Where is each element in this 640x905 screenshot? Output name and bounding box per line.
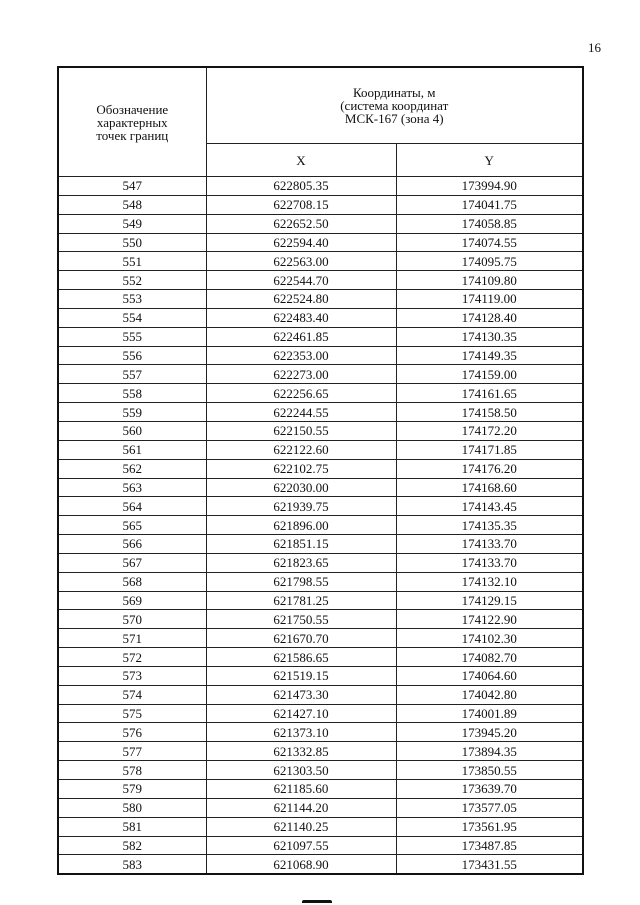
point-number-cell: 566 xyxy=(58,535,206,554)
x-coordinate-cell: 621473.30 xyxy=(206,685,396,704)
point-number-cell: 549 xyxy=(58,214,206,233)
y-coordinate-cell: 174158.50 xyxy=(396,403,583,422)
x-coordinate-cell: 621896.00 xyxy=(206,516,396,535)
point-number-cell: 565 xyxy=(58,516,206,535)
table-row xyxy=(58,459,583,478)
x-coordinate-cell: 622244.55 xyxy=(206,403,396,422)
x-coordinate-cell: 621144.20 xyxy=(206,798,396,817)
y-coordinate-cell: 174064.60 xyxy=(396,666,583,685)
y-coordinate-cell: 174041.75 xyxy=(396,195,583,214)
coordinates-header-line-1: Координаты, м xyxy=(353,85,436,101)
table-row xyxy=(58,553,583,572)
x-coordinate-cell: 621586.65 xyxy=(206,648,396,667)
point-number-cell: 579 xyxy=(58,780,206,799)
y-coordinate-cell: 174133.70 xyxy=(396,553,583,572)
point-number-cell: 567 xyxy=(58,553,206,572)
table-row xyxy=(58,798,583,817)
x-coordinate-cell: 622122.60 xyxy=(206,440,396,459)
x-coordinate-cell: 621781.25 xyxy=(206,591,396,610)
table-row xyxy=(58,591,583,610)
table-row xyxy=(58,610,583,629)
point-number-cell: 556 xyxy=(58,346,206,365)
x-coordinate-cell: 621373.10 xyxy=(206,723,396,742)
table-row xyxy=(58,629,583,648)
table-row xyxy=(58,666,583,685)
y-coordinate-cell: 174135.35 xyxy=(396,516,583,535)
point-number-cell: 568 xyxy=(58,572,206,591)
point-number-cell: 576 xyxy=(58,723,206,742)
table-body xyxy=(58,177,583,875)
point-number-cell: 572 xyxy=(58,648,206,667)
y-coordinate-cell: 174143.45 xyxy=(396,497,583,516)
y-coordinate-cell: 174149.35 xyxy=(396,346,583,365)
y-coordinate-cell: 174130.35 xyxy=(396,327,583,346)
y-coordinate-cell: 174109.80 xyxy=(396,271,583,290)
x-coordinate-cell: 621823.65 xyxy=(206,553,396,572)
y-coordinate-cell: 174159.00 xyxy=(396,365,583,384)
table-row xyxy=(58,478,583,497)
table-row xyxy=(58,421,583,440)
point-number-cell: 552 xyxy=(58,271,206,290)
table-row xyxy=(58,271,583,290)
table-row xyxy=(58,346,583,365)
x-coordinate-cell: 622461.85 xyxy=(206,327,396,346)
table-row xyxy=(58,780,583,799)
y-coordinate-cell: 173577.05 xyxy=(396,798,583,817)
y-coordinate-cell: 173894.35 xyxy=(396,742,583,761)
x-coordinate-cell: 621798.55 xyxy=(206,572,396,591)
point-number-cell: 551 xyxy=(58,252,206,271)
table-row xyxy=(58,704,583,723)
bottom-mark xyxy=(302,900,332,903)
table-row xyxy=(58,648,583,667)
table-row xyxy=(58,742,583,761)
table-row xyxy=(58,723,583,742)
point-number-cell: 580 xyxy=(58,798,206,817)
x-coordinate-cell: 622030.00 xyxy=(206,478,396,497)
x-coordinate-cell: 621332.85 xyxy=(206,742,396,761)
x-coordinate-cell: 621068.90 xyxy=(206,855,396,874)
x-coordinate-cell: 621427.10 xyxy=(206,704,396,723)
point-number-cell: 563 xyxy=(58,478,206,497)
y-coordinate-cell: 174176.20 xyxy=(396,459,583,478)
x-coordinate-cell: 621303.50 xyxy=(206,761,396,780)
table-row xyxy=(58,535,583,554)
y-coordinate-cell: 174042.80 xyxy=(396,685,583,704)
point-number-cell: 555 xyxy=(58,327,206,346)
y-coordinate-cell: 173850.55 xyxy=(396,761,583,780)
table-row xyxy=(58,308,583,327)
point-number-cell: 562 xyxy=(58,459,206,478)
y-coordinate-cell: 173431.55 xyxy=(396,855,583,874)
table-row xyxy=(58,403,583,422)
point-designation-header xyxy=(58,67,206,177)
point-number-cell: 564 xyxy=(58,497,206,516)
point-number-cell: 557 xyxy=(58,365,206,384)
y-coordinate-cell: 173639.70 xyxy=(396,780,583,799)
y-coordinate-cell: 173945.20 xyxy=(396,723,583,742)
y-coordinate-cell: 173994.90 xyxy=(396,177,583,196)
x-coordinate-cell: 622544.70 xyxy=(206,271,396,290)
page-number: 16 xyxy=(588,40,601,55)
table-row xyxy=(58,214,583,233)
x-coordinate-cell: 622353.00 xyxy=(206,346,396,365)
table-row xyxy=(58,252,583,271)
y-coordinate-cell: 174001.89 xyxy=(396,704,583,723)
point-number-cell: 548 xyxy=(58,195,206,214)
point-designation-label: Обозначение характерных точек границ xyxy=(96,101,169,143)
x-coordinate-cell: 621939.75 xyxy=(206,497,396,516)
x-coordinate-cell: 621097.55 xyxy=(206,836,396,855)
x-coordinate-cell: 622708.15 xyxy=(206,195,396,214)
x-coordinate-cell: 622594.40 xyxy=(206,233,396,252)
x-coordinate-cell: 622102.75 xyxy=(206,459,396,478)
x-coordinate-cell: 621519.15 xyxy=(206,666,396,685)
point-number-cell: 582 xyxy=(58,836,206,855)
point-number-cell: 550 xyxy=(58,233,206,252)
table-row xyxy=(58,817,583,836)
point-number-cell: 578 xyxy=(58,761,206,780)
point-number-cell: 581 xyxy=(58,817,206,836)
table-row xyxy=(58,497,583,516)
y-coordinate-cell: 174082.70 xyxy=(396,648,583,667)
point-number-cell: 554 xyxy=(58,308,206,327)
point-number-cell: 559 xyxy=(58,403,206,422)
table-row xyxy=(58,195,583,214)
coordinates-header-line-2: (система координат xyxy=(340,98,449,114)
point-number-cell: 553 xyxy=(58,290,206,309)
y-coordinate-cell: 174058.85 xyxy=(396,214,583,233)
point-number-cell: 561 xyxy=(58,440,206,459)
x-coordinate-cell: 621851.15 xyxy=(206,535,396,554)
coordinates-table xyxy=(57,66,584,875)
y-coordinate-cell: 174132.10 xyxy=(396,572,583,591)
x-coordinate-cell: 622652.50 xyxy=(206,214,396,233)
table-row xyxy=(58,572,583,591)
y-coordinate-cell: 174129.15 xyxy=(396,591,583,610)
point-number-cell: 573 xyxy=(58,666,206,685)
x-coordinate-cell: 622524.80 xyxy=(206,290,396,309)
x-coordinate-cell: 621185.60 xyxy=(206,780,396,799)
table-row xyxy=(58,761,583,780)
x-coordinate-cell: 622805.35 xyxy=(206,177,396,196)
point-number-cell: 569 xyxy=(58,591,206,610)
y-coordinate-cell: 174102.30 xyxy=(396,629,583,648)
x-coordinate-cell: 621140.25 xyxy=(206,817,396,836)
point-number-cell: 575 xyxy=(58,704,206,723)
table-row xyxy=(58,290,583,309)
y-coordinate-cell: 174172.20 xyxy=(396,421,583,440)
table-row xyxy=(58,327,583,346)
table-row xyxy=(58,855,583,874)
table-row xyxy=(58,365,583,384)
point-number-cell: 571 xyxy=(58,629,206,648)
table-row xyxy=(58,516,583,535)
x-coordinate-cell: 622256.65 xyxy=(206,384,396,403)
table-row xyxy=(58,440,583,459)
point-number-cell: 558 xyxy=(58,384,206,403)
x-coordinate-cell: 622563.00 xyxy=(206,252,396,271)
y-coordinate-cell: 174119.00 xyxy=(396,290,583,309)
point-number-cell: 574 xyxy=(58,685,206,704)
point-number-cell: 560 xyxy=(58,421,206,440)
x-coordinate-cell: 622150.55 xyxy=(206,421,396,440)
x-coordinate-cell: 622483.40 xyxy=(206,308,396,327)
table-row xyxy=(58,384,583,403)
y-coordinate-cell: 174074.55 xyxy=(396,233,583,252)
y-coordinate-cell: 174128.40 xyxy=(396,308,583,327)
x-column-header: X xyxy=(206,144,396,177)
point-number-cell: 547 xyxy=(58,177,206,196)
point-number-cell: 570 xyxy=(58,610,206,629)
x-coordinate-cell: 622273.00 xyxy=(206,365,396,384)
y-coordinate-cell: 173561.95 xyxy=(396,817,583,836)
table-row xyxy=(58,685,583,704)
y-coordinate-cell: 173487.85 xyxy=(396,836,583,855)
table-row xyxy=(58,177,583,196)
table-row xyxy=(58,836,583,855)
y-coordinate-cell: 174171.85 xyxy=(396,440,583,459)
point-number-cell: 577 xyxy=(58,742,206,761)
coordinates-header xyxy=(206,67,583,144)
x-coordinate-cell: 621750.55 xyxy=(206,610,396,629)
coordinates-header-line-3: МСК-167 (зона 4) xyxy=(344,111,444,127)
y-coordinate-cell: 174168.60 xyxy=(396,478,583,497)
y-coordinate-cell: 174161.65 xyxy=(396,384,583,403)
point-number-cell: 583 xyxy=(58,855,206,874)
y-coordinate-cell: 174095.75 xyxy=(396,252,583,271)
y-coordinate-cell: 174133.70 xyxy=(396,535,583,554)
table-row xyxy=(58,233,583,252)
y-coordinate-cell: 174122.90 xyxy=(396,610,583,629)
y-column-header: Y xyxy=(396,144,583,177)
x-coordinate-cell: 621670.70 xyxy=(206,629,396,648)
